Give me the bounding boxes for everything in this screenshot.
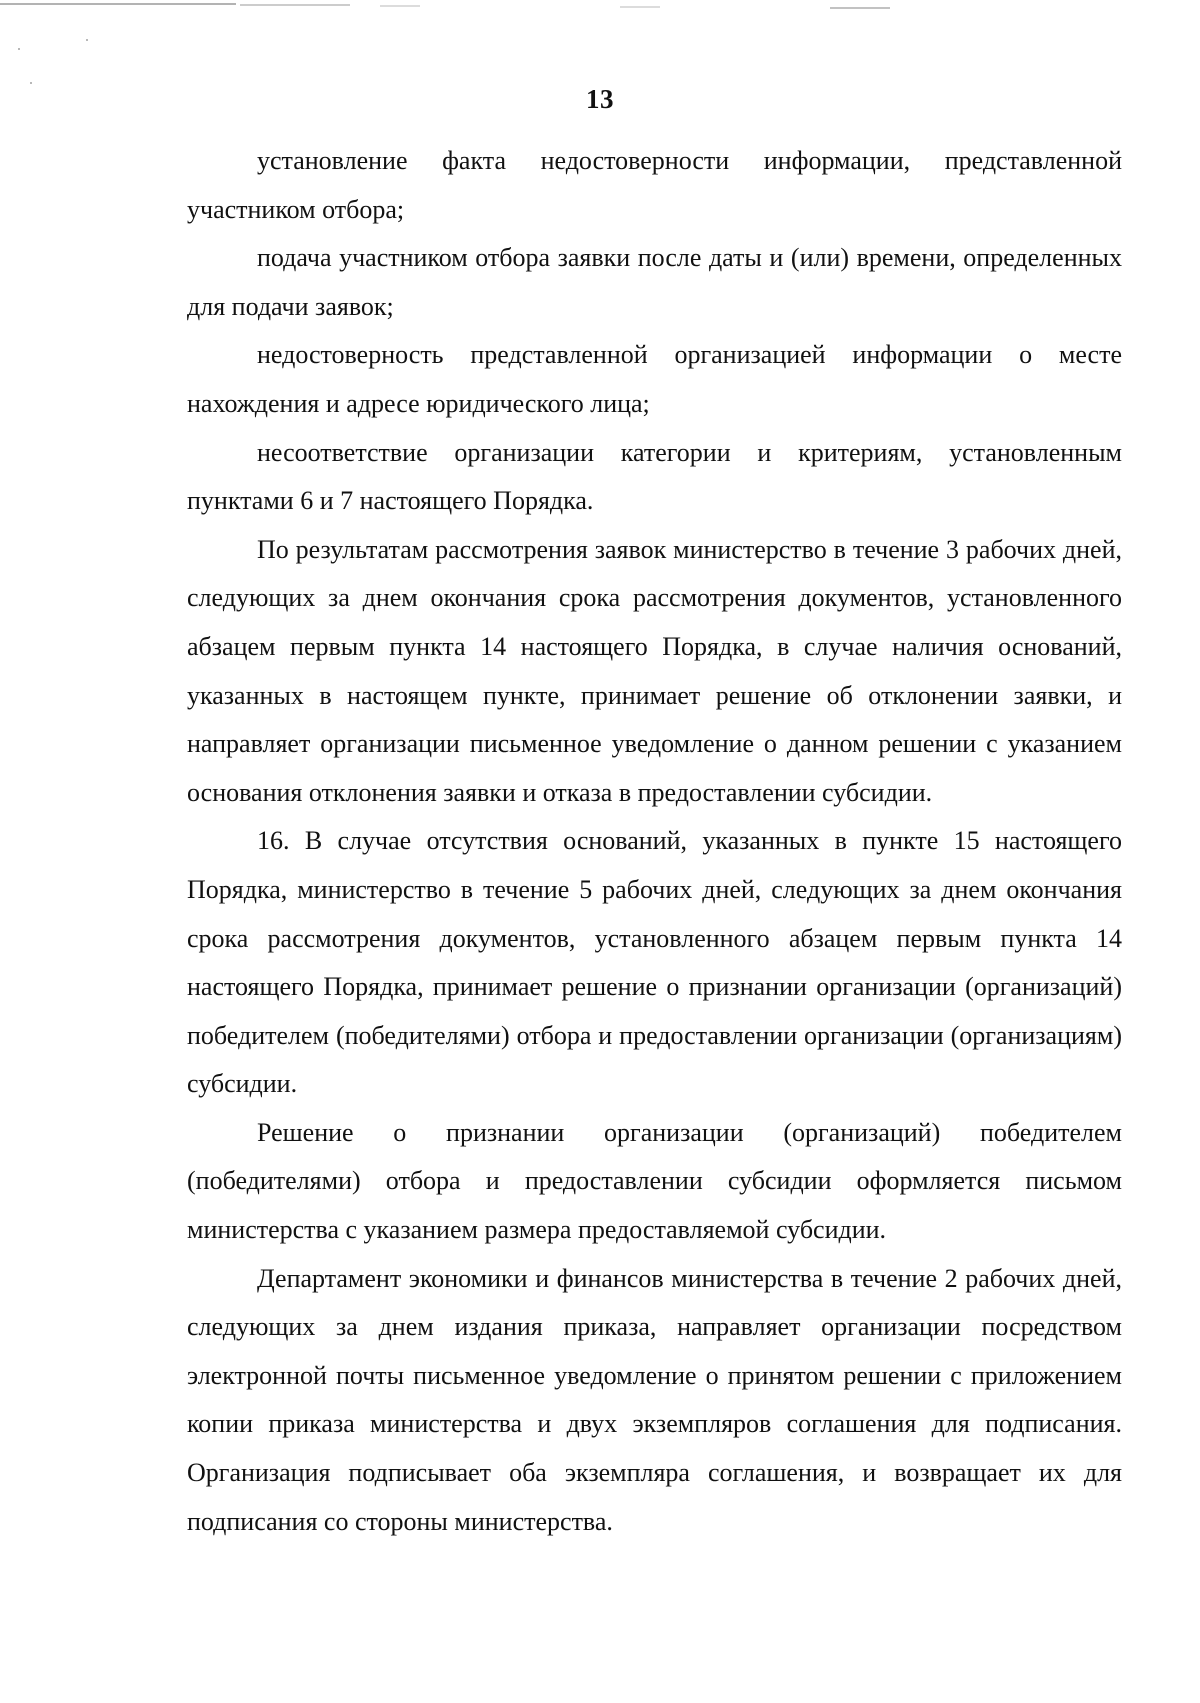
scan-edge-artifacts [0,0,1200,14]
scan-line [0,3,236,5]
paragraph: Департамент экономики и финансов министерства в течение 2 рабочих дней, следующих за днем издания приказа, направляет организации посредством электронной почты письменное уведомление о принятом решении с приложением копии приказа министерства и двух экземпляров соглашения для подписания. Организация подписывает оба экземпляра соглашения, и возвращает их для подписания со стороны министерства. [187,1263,1122,1536]
scan-line [240,4,350,6]
paragraph: несоответствие организации категории и критериям, установленным пунктами 6 и 7 настоящего Порядка. [187,437,1122,516]
scan-line [380,5,420,7]
paragraph: По результатам рассмотрения заявок министерство в течение 3 рабочих дней, следующих за днем окончания срока рассмотрения документов, установленного абзацем первым пункта 14 настоящего Порядка, в случае наличия оснований, указанных в настоящем пункте, принимает решение об отклонении заявки, и направляет организации письменное уведомление о данном решении с указанием основания отклонения заявки и отказа в предоставлении субсидии. [187,534,1122,807]
paragraph: установление факта недостоверности информации, представленной участником отбора; [187,146,1122,224]
paragraph: подача участником отбора заявки после даты и (или) времени, определенных для подачи заявок; [187,243,1122,321]
scan-speck [18,48,20,50]
page-number: 13 [586,84,614,114]
document-body [187,137,1122,1546]
scan-line [830,7,890,9]
paragraph: недостоверность представленной организацией информации о месте нахождения и адресе юридического лица; [187,340,1122,418]
scan-line [620,6,660,8]
paragraph: 16. В случае отсутствия оснований, указанных в пункте 15 настоящего Порядка, министерство в течение 5 рабочих дней, следующих за днем окончания срока рассмотрения документов, установленного абзацем первым пункта 14 настоящего Порядка, принимает решение о признании организации (организаций) победителем (победителями) отбора и предоставлении организации (организациям) субсидии. [187,826,1122,1099]
scan-speck [86,39,88,41]
paragraph: Решение о признании организации (организаций) победителем (победителями) отбора и предоставлении субсидии оформляется письмом министерства с указанием размера предоставляемой субсидии. [187,1117,1122,1245]
